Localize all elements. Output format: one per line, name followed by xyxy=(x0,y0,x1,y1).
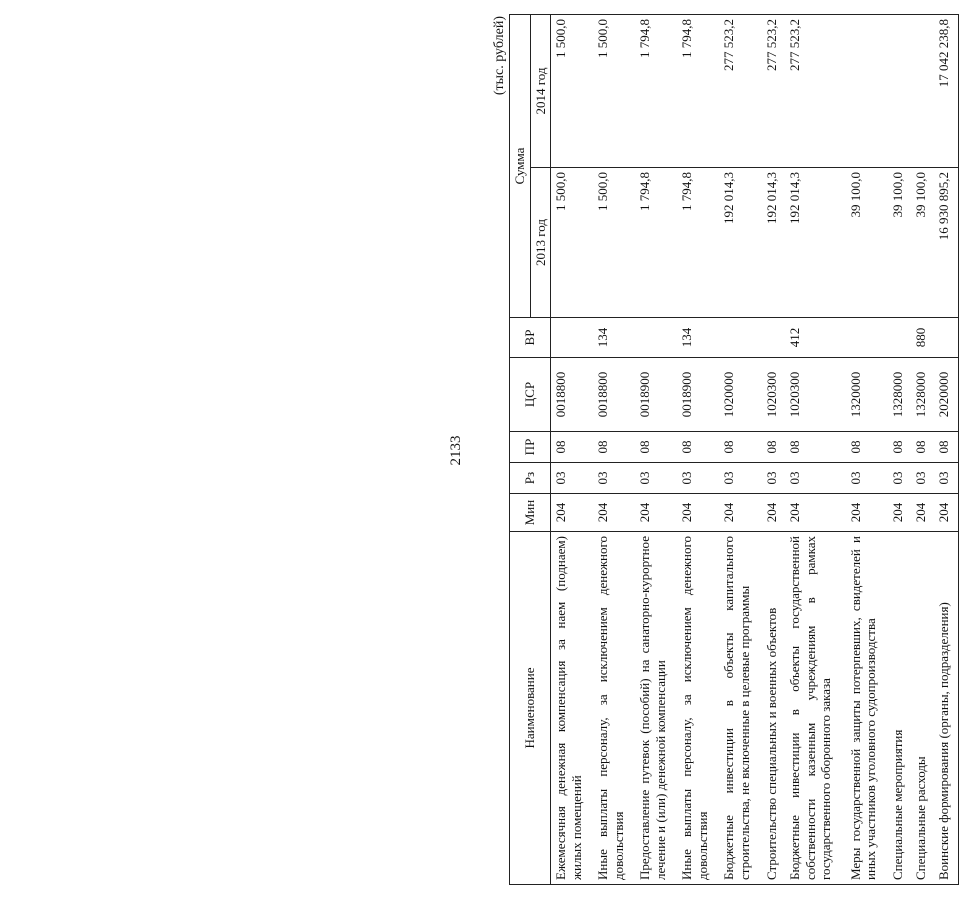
row-rz: 03 xyxy=(762,463,785,494)
row-2014: 1 794,8 xyxy=(635,15,677,168)
row-rz: 03 xyxy=(785,463,846,494)
row-min: 204 xyxy=(719,494,761,532)
header-sum: Сумма xyxy=(510,15,531,318)
row-2013: 1 794,8 xyxy=(677,168,719,318)
row-2014: 277 523,2 xyxy=(719,15,761,168)
table-body xyxy=(551,15,959,885)
row-name: Меры государственной защиты потерпевших, свидетелей и иных участников уголовного судопроизводства xyxy=(846,532,888,885)
row-name: Специальные расходы xyxy=(911,532,934,885)
row-2014: 1 794,8 xyxy=(677,15,719,168)
row-csr: 0018800 xyxy=(551,358,594,432)
row-min: 204 xyxy=(785,494,846,532)
row-2014: 1 500,0 xyxy=(593,15,635,168)
row-csr: 0018900 xyxy=(677,358,719,432)
table-row xyxy=(934,15,958,885)
row-name: Иные выплаты персоналу, за исключением денежного довольствия xyxy=(593,532,635,885)
row-min: 204 xyxy=(934,494,958,532)
row-pr: 08 xyxy=(593,432,635,463)
row-vr xyxy=(719,318,761,358)
row-2013: 1 794,8 xyxy=(635,168,677,318)
row-2014: 277 523,2 xyxy=(762,15,785,168)
row-2013: 39 100,0 xyxy=(888,168,911,318)
table-row xyxy=(677,15,719,885)
header-vr: ВР xyxy=(510,318,551,358)
row-csr: 1328000 xyxy=(888,358,911,432)
row-csr: 0018800 xyxy=(593,358,635,432)
row-vr: 134 xyxy=(677,318,719,358)
table-row xyxy=(846,15,888,885)
header-pr: ПР xyxy=(510,432,551,463)
row-pr: 08 xyxy=(719,432,761,463)
row-pr: 08 xyxy=(785,432,846,463)
header-row-1 xyxy=(510,15,531,885)
header-2013: 2013 год xyxy=(530,168,551,318)
row-2013: 39 100,0 xyxy=(911,168,934,318)
table-row xyxy=(593,15,635,885)
row-csr: 0018900 xyxy=(635,358,677,432)
row-2014: 17 042 238,8 xyxy=(934,15,958,168)
row-rz: 03 xyxy=(934,463,958,494)
row-2013: 192 014,3 xyxy=(762,168,785,318)
row-vr: 880 xyxy=(911,318,934,358)
table-row xyxy=(785,15,846,885)
row-vr xyxy=(934,318,958,358)
row-vr: 134 xyxy=(593,318,635,358)
row-min: 204 xyxy=(551,494,594,532)
row-csr: 1328000 xyxy=(911,358,934,432)
row-2013: 16 930 895,2 xyxy=(934,168,958,318)
row-2013: 192 014,3 xyxy=(719,168,761,318)
row-name: Бюджетные инвестиции в объекты капитального строительства, не включенные в целевые программы xyxy=(719,532,761,885)
row-name: Иные выплаты персоналу, за исключением денежного довольствия xyxy=(677,532,719,885)
units-label: (тыс. рублей) xyxy=(492,16,507,96)
row-pr: 08 xyxy=(911,432,934,463)
row-vr xyxy=(762,318,785,358)
table-row xyxy=(888,15,911,885)
row-csr: 1020300 xyxy=(785,358,846,432)
header-rz: Рз xyxy=(510,463,551,494)
header-2014: 2014 год xyxy=(530,15,551,168)
row-min: 204 xyxy=(762,494,785,532)
row-rz: 03 xyxy=(719,463,761,494)
table-row xyxy=(762,15,785,885)
row-vr xyxy=(888,318,911,358)
row-min: 204 xyxy=(911,494,934,532)
row-pr: 08 xyxy=(846,432,888,463)
page-number: 2133 xyxy=(448,435,464,466)
row-rz: 03 xyxy=(551,463,594,494)
row-2014 xyxy=(846,15,888,168)
row-pr: 08 xyxy=(762,432,785,463)
row-name: Воинские формирования (органы, подразделения) xyxy=(934,532,958,885)
row-name: Предоставление путевок (пособий) на санаторно-курортное лечение и (или) денежной компенсации xyxy=(635,532,677,885)
row-2013: 192 014,3 xyxy=(785,168,846,318)
row-pr: 08 xyxy=(635,432,677,463)
row-name: Строительство специальных и военных объектов xyxy=(762,532,785,885)
header-min: Мин xyxy=(510,494,551,532)
row-vr: 412 xyxy=(785,318,846,358)
budget-table xyxy=(509,14,959,885)
row-pr: 08 xyxy=(934,432,958,463)
row-2013: 1 500,0 xyxy=(551,168,594,318)
header-csr: ЦСР xyxy=(510,358,551,432)
row-csr: 2020000 xyxy=(934,358,958,432)
row-csr: 1020000 xyxy=(719,358,761,432)
header-name: Наименование xyxy=(510,532,551,885)
row-rz: 03 xyxy=(911,463,934,494)
row-2013: 1 500,0 xyxy=(593,168,635,318)
table-row xyxy=(719,15,761,885)
row-vr xyxy=(551,318,594,358)
row-rz: 03 xyxy=(635,463,677,494)
row-rz: 03 xyxy=(846,463,888,494)
table-row xyxy=(635,15,677,885)
row-min: 204 xyxy=(593,494,635,532)
table-row xyxy=(911,15,934,885)
row-name: Бюджетные инвестиции в объекты государственной собственности казенным учреждениям в рамках государственного оборонного заказа xyxy=(785,532,846,885)
row-pr: 08 xyxy=(677,432,719,463)
row-name: Специальные мероприятия xyxy=(888,532,911,885)
row-name: Ежемесячная денежная компенсация за наем (поднаем) жилых помещений xyxy=(551,532,594,885)
row-min: 204 xyxy=(846,494,888,532)
table-row xyxy=(551,15,594,885)
row-vr xyxy=(635,318,677,358)
row-2014 xyxy=(911,15,934,168)
row-rz: 03 xyxy=(593,463,635,494)
row-min: 204 xyxy=(677,494,719,532)
row-vr xyxy=(846,318,888,358)
row-2014 xyxy=(888,15,911,168)
row-2014: 277 523,2 xyxy=(785,15,846,168)
row-2013: 39 100,0 xyxy=(846,168,888,318)
row-min: 204 xyxy=(635,494,677,532)
row-2014: 1 500,0 xyxy=(551,15,594,168)
row-min: 204 xyxy=(888,494,911,532)
row-pr: 08 xyxy=(551,432,594,463)
row-rz: 03 xyxy=(677,463,719,494)
row-pr: 08 xyxy=(888,432,911,463)
row-rz: 03 xyxy=(888,463,911,494)
row-csr: 1020300 xyxy=(762,358,785,432)
rotated-page xyxy=(18,8,952,893)
row-csr: 1320000 xyxy=(846,358,888,432)
